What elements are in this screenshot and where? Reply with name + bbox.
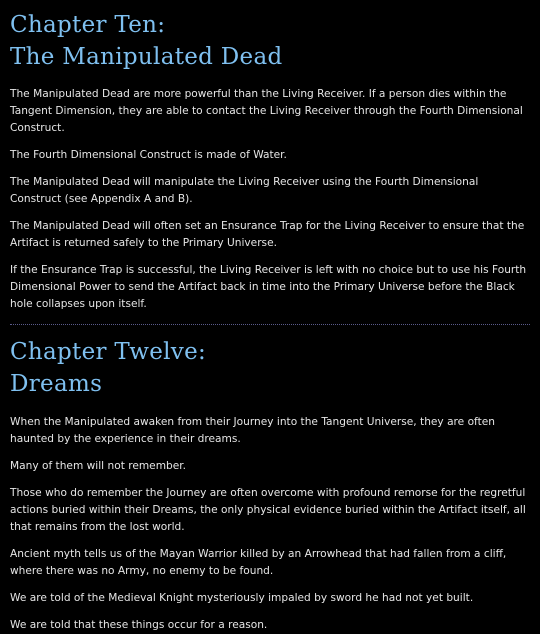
chapter-twelve [10,337,530,634]
chapter-title-line2: Dreams [10,371,103,397]
paragraph: We are told that these things occur for a reason. [10,619,268,631]
chapter-ten [10,10,530,313]
chapter-body [10,86,530,313]
chapter-body [10,414,530,634]
paragraph: The Manipulated Dead are more powerful than the Living Receiver. If a person dies within the Tangent Dimension, they are able to contact the Living Receiver through the Fourth Dimensional Construct. [10,88,523,134]
chapter-title-line2: The Manipulated Dead [10,44,283,70]
chapter-divider [10,324,530,325]
paragraph: The Manipulated Dead will often set an Ensurance Trap for the Living Receiver to ensure that the Artifact is returned safely to the Primary Universe. [10,220,525,249]
paragraph: Those who do remember the Journey are often overcome with profound remorse for the regretful actions buried within their Dreams, the only physical evidence buried within the Artifact itself, all that remains from the lost world. [10,487,526,533]
paragraph: If the Ensurance Trap is successful, the Living Receiver is left with no choice but to use his Fourth Dimensional Power to send the Artifact back in time into the Primary Universe before the Black hole collapses upon itself. [10,264,527,310]
paragraph: The Fourth Dimensional Construct is made of Water. [10,149,287,161]
chapter-title [10,10,530,73]
chapter-title [10,337,530,400]
paragraph: The Manipulated Dead will manipulate the Living Receiver using the Fourth Dimensional Construct (see Appendix A and B). [10,176,479,205]
paragraph: Ancient myth tells us of the Mayan Warrior killed by an Arrowhead that had fallen from a cliff, where there was no Army, no enemy to be found. [10,548,507,577]
paragraph: Many of them will not remember. [10,460,187,472]
paragraph: When the Manipulated awaken from their Journey into the Tangent Universe, they are often haunted by the experience in their dreams. [10,416,495,445]
paragraph: We are told of the Medieval Knight mysteriously impaled by sword he had not yet built. [10,592,474,604]
chapter-title-line1: Chapter Twelve: [10,339,207,365]
chapter-title-line1: Chapter Ten: [10,12,166,38]
